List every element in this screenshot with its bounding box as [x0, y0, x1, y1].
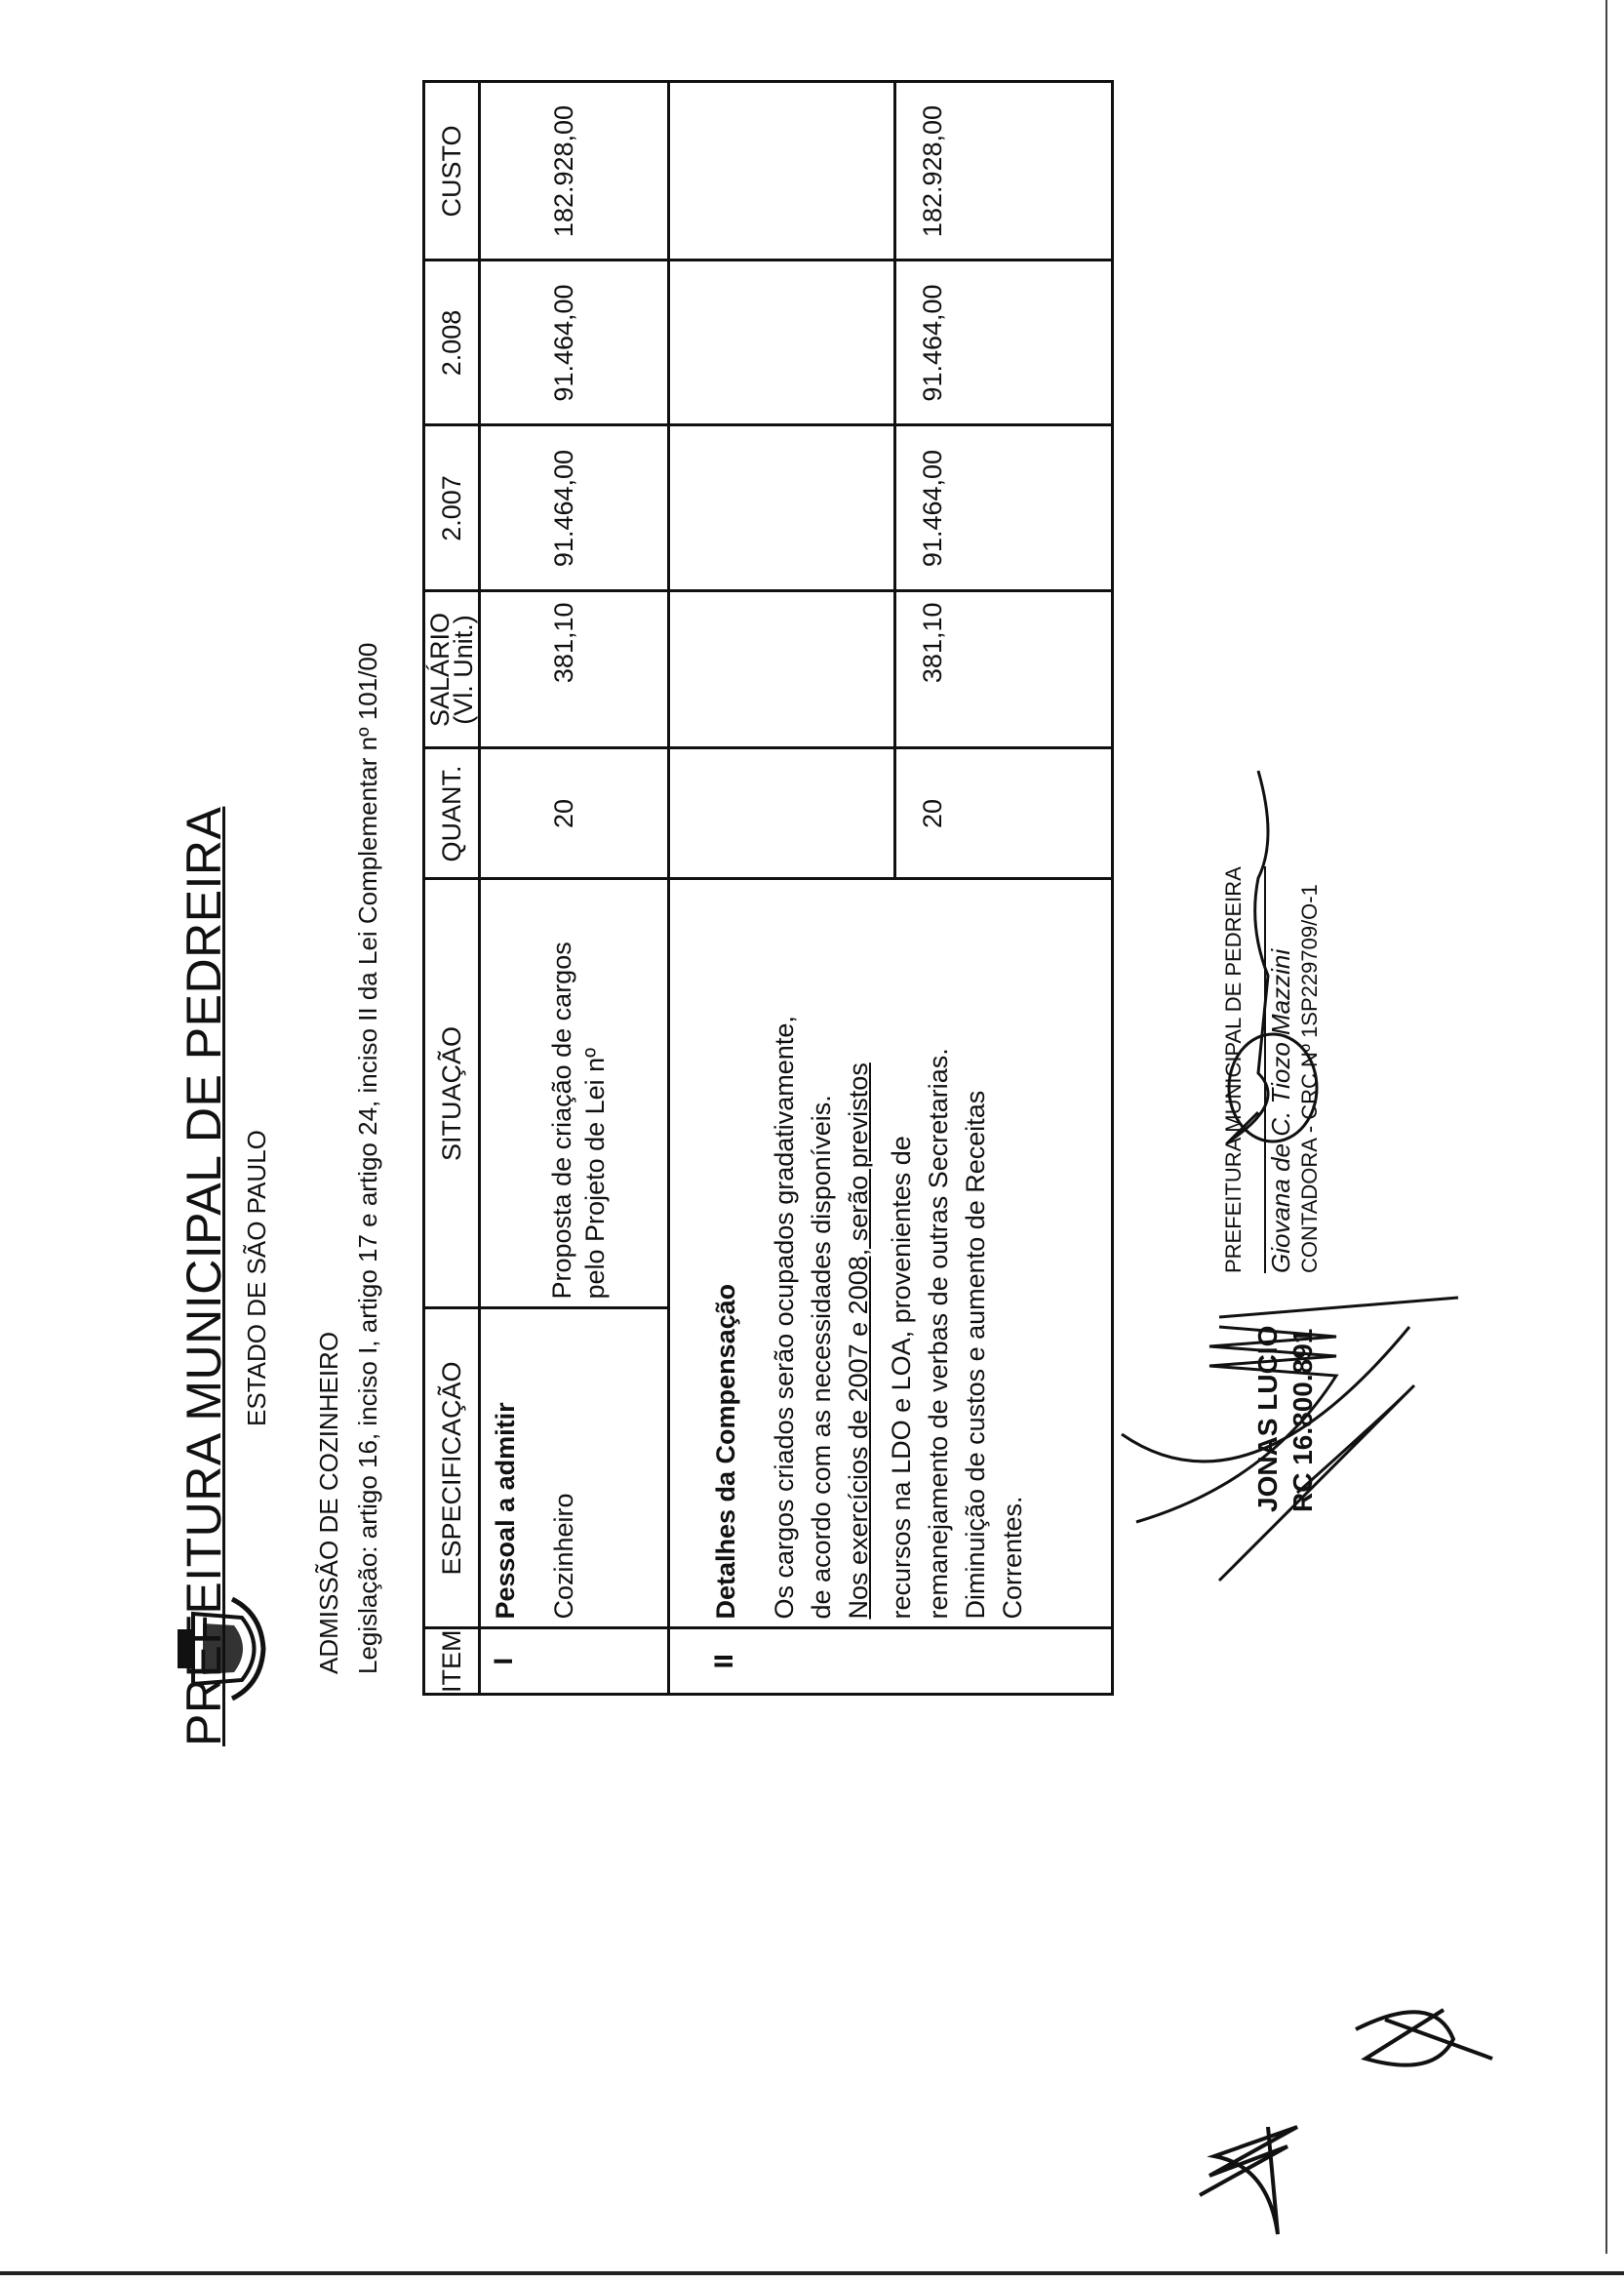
stamp-organization: PREFEITURA MUNICIPAL DE PEDREIRA: [1221, 866, 1246, 1273]
signer-rc: RC 16.800.891: [1287, 1328, 1318, 1512]
page-title: PREFEITURA MUNICIPAL DE PEDREIRA: [177, 806, 231, 1746]
row-2007: 91.464,00: [895, 425, 1113, 591]
jonas-signature-icon: [1122, 1298, 1458, 1581]
spec-line: Diminuição de custos e aumento de Receitas: [961, 1090, 990, 1620]
spec-line: remanejamento de verbas de outras Secretarias.: [924, 1048, 953, 1620]
row-2008: 91.464,00: [895, 260, 1113, 425]
initials-icon: [1200, 2010, 1492, 2234]
row-2007: 91.464,00: [480, 425, 669, 591]
document-subject: ADMISSÃO DE COZINHEIRO: [314, 1331, 343, 1674]
spec-line: Os cargos criados serão ocupados gradativamente,: [770, 1016, 799, 1620]
header-salario-unit: (Vl. Unit.): [449, 615, 478, 725]
row-item-number: I: [480, 1628, 669, 1695]
situacao-line: pelo Projeto de Lei nº: [580, 1047, 610, 1300]
spec-line: recursos na LDO e LOA, provenientes de: [887, 1136, 916, 1620]
row-salario: 381,10: [895, 591, 1113, 748]
spec-line: de acordo com as necessidades disponíveis.: [807, 1095, 836, 1620]
signer-name: JONAS LUCIO: [1252, 1325, 1283, 1512]
spec-line: Correntes.: [998, 1496, 1027, 1620]
header-custo: CUSTO: [424, 82, 480, 260]
spec-line: Nos exercícios de 2007 e 2008, serão previstos: [844, 1062, 873, 1620]
header-2008: 2.008: [424, 260, 480, 425]
row-custo: 182.928,00: [895, 82, 1113, 260]
header-quant: QUANT.: [424, 748, 480, 879]
legislation-reference: Legislação: artigo 16, inciso I, artigo 17 e artigo 24, inciso II da Lei Complementar nº 101/00: [353, 642, 382, 1674]
row-quant: 20: [480, 748, 669, 879]
row-quant: 20: [895, 748, 1113, 879]
header-item: ITEM: [424, 1628, 480, 1695]
row-custo: 182.928,00: [480, 82, 669, 260]
accountant-signature-icon: [1227, 771, 1317, 1143]
situacao-line: Proposta de criação de cargos: [547, 941, 576, 1300]
row-salario: 381,10: [480, 591, 669, 748]
row-2008: 91.464,00: [480, 260, 669, 425]
header-salario-label: SALÁRIO: [425, 612, 455, 728]
row-spec-text: Cozinheiro: [549, 1493, 578, 1620]
stamp-role: CONTADORA - CRC Nº 1SP229709/O-1: [1297, 884, 1322, 1273]
row-item-number: II: [669, 1628, 1113, 1695]
row-heading: Detalhes da Compensação: [711, 1283, 740, 1620]
header-2007: 2.007: [424, 425, 480, 591]
stamp-name: Giovana de C. Tiozo Mazzini: [1264, 866, 1295, 1273]
header-situacao: SITUAÇÃO: [424, 879, 480, 1308]
page-subtitle: ESTADO DE SÃO PAULO: [242, 1130, 271, 1426]
row-heading: Pessoal a admitir: [491, 1402, 520, 1620]
header-especificacao: ESPECIFICAÇÃO: [424, 1308, 480, 1628]
